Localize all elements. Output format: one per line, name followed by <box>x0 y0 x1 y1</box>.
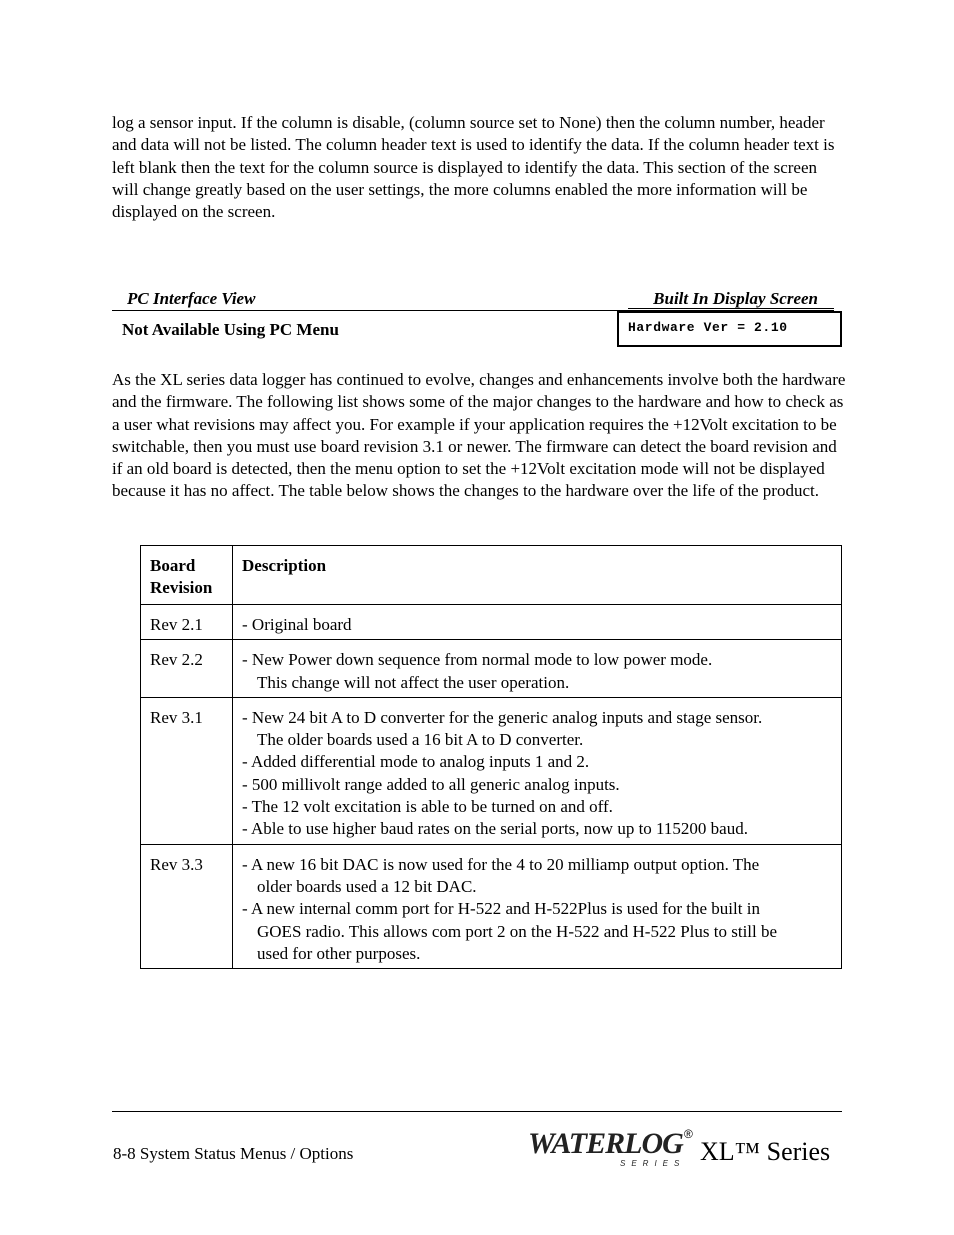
pc-menu-availability: Not Available Using PC Menu <box>122 320 339 339</box>
revision-cell: Rev 3.3 <box>141 844 233 968</box>
footer-page-label: 8-8 System Status Menus / Options <box>113 1144 354 1163</box>
intro-paragraph: log a sensor input. If the column is disable, (column source set to None) then the column number, header and data will not be listed. The column header text is used to identify the data. If the column header text is left blank then the text for the column source is displayed to identify the data. This section of the screen will change greatly based on the user settings, the more columns enabled the more information will be displayed on the screen. <box>112 113 835 222</box>
description-line: - A new 16 bit DAC is now used for the 4 to 20 milliamp output option. The <box>242 854 760 874</box>
lcd-display-screen <box>617 311 842 347</box>
revision-cell: Rev 3.1 <box>141 697 233 844</box>
description-cell <box>233 844 842 968</box>
description-line: - Original board <box>242 615 352 634</box>
description-line: - A new internal comm port for H-522 and H-522Plus is used for the built in <box>242 899 760 919</box>
header-board-revision-text: Board Revision <box>150 556 213 598</box>
built-in-display-label: Built In Display Screen <box>653 289 818 308</box>
description-line: - Added differential mode to analog inputs 1 and 2. <box>242 752 590 772</box>
pc-interface-view-label: PC Interface View <box>127 289 256 308</box>
body-paragraph: As the XL series data logger has continued to evolve, changes and enhancements involve both the hardware and the firmware. The following list shows some of the major changes to the hardware and how to check as a user what revisions may affect you. For example if your application requires the +12Volt excitation to be switchable, then you must use board revision 3.1 or newer. The firmware can detect the board revision and if an old board is detected, then the menu option to set the +12Volt excitation mode will not be displayed because it has no affect. The table below shows the changes to the hardware over the life of the product. <box>112 370 846 501</box>
table-row <box>141 640 842 698</box>
revision-cell: Rev 2.1 <box>141 605 233 640</box>
board-revision-table <box>140 545 842 969</box>
description-line: - New Power down sequence from normal mode to low power mode. <box>242 650 713 670</box>
description-line: - 500 millivolt range added to all generic analog inputs. <box>242 774 620 794</box>
description-line: older boards used a 12 bit DAC. <box>257 876 477 896</box>
waterlog-logo <box>528 1127 698 1173</box>
interface-header <box>112 289 834 311</box>
lcd-display-text: Hardware Ver = 2.10 <box>628 320 788 335</box>
description-line: The older boards used a 16 bit A to D converter. <box>257 730 584 750</box>
description-line: GOES radio. This allows com port 2 on the H-522 and H-522 Plus to still be <box>257 921 778 941</box>
header-description: Description <box>233 546 842 605</box>
built-in-display-underline <box>628 308 834 309</box>
table-row <box>141 697 842 844</box>
logo-series-text: SERIES <box>620 1159 686 1168</box>
table-header-row <box>141 546 842 605</box>
description-line: - Able to use higher baud rates on the serial ports, now up to 115200 baud. <box>242 819 748 839</box>
footer-series-label: XL™ Series <box>700 1137 831 1166</box>
registered-mark: ® <box>684 1127 693 1141</box>
description-line: - The 12 volt excitation is able to be turned on and off. <box>242 797 613 817</box>
table-row <box>141 605 842 640</box>
description-cell <box>233 605 842 640</box>
description-cell <box>233 640 842 698</box>
footer-divider <box>112 1111 842 1112</box>
description-line: used for other purposes. <box>257 943 421 963</box>
header-board-revision <box>141 546 233 605</box>
logo-wordmark: WATERLOG <box>528 1127 683 1160</box>
revision-cell: Rev 2.2 <box>141 640 233 698</box>
description-cell <box>233 697 842 844</box>
table-row <box>141 844 842 968</box>
description-line: - New 24 bit A to D converter for the generic analog inputs and stage sensor. <box>242 707 763 727</box>
description-line: This change will not affect the user operation. <box>257 672 570 692</box>
